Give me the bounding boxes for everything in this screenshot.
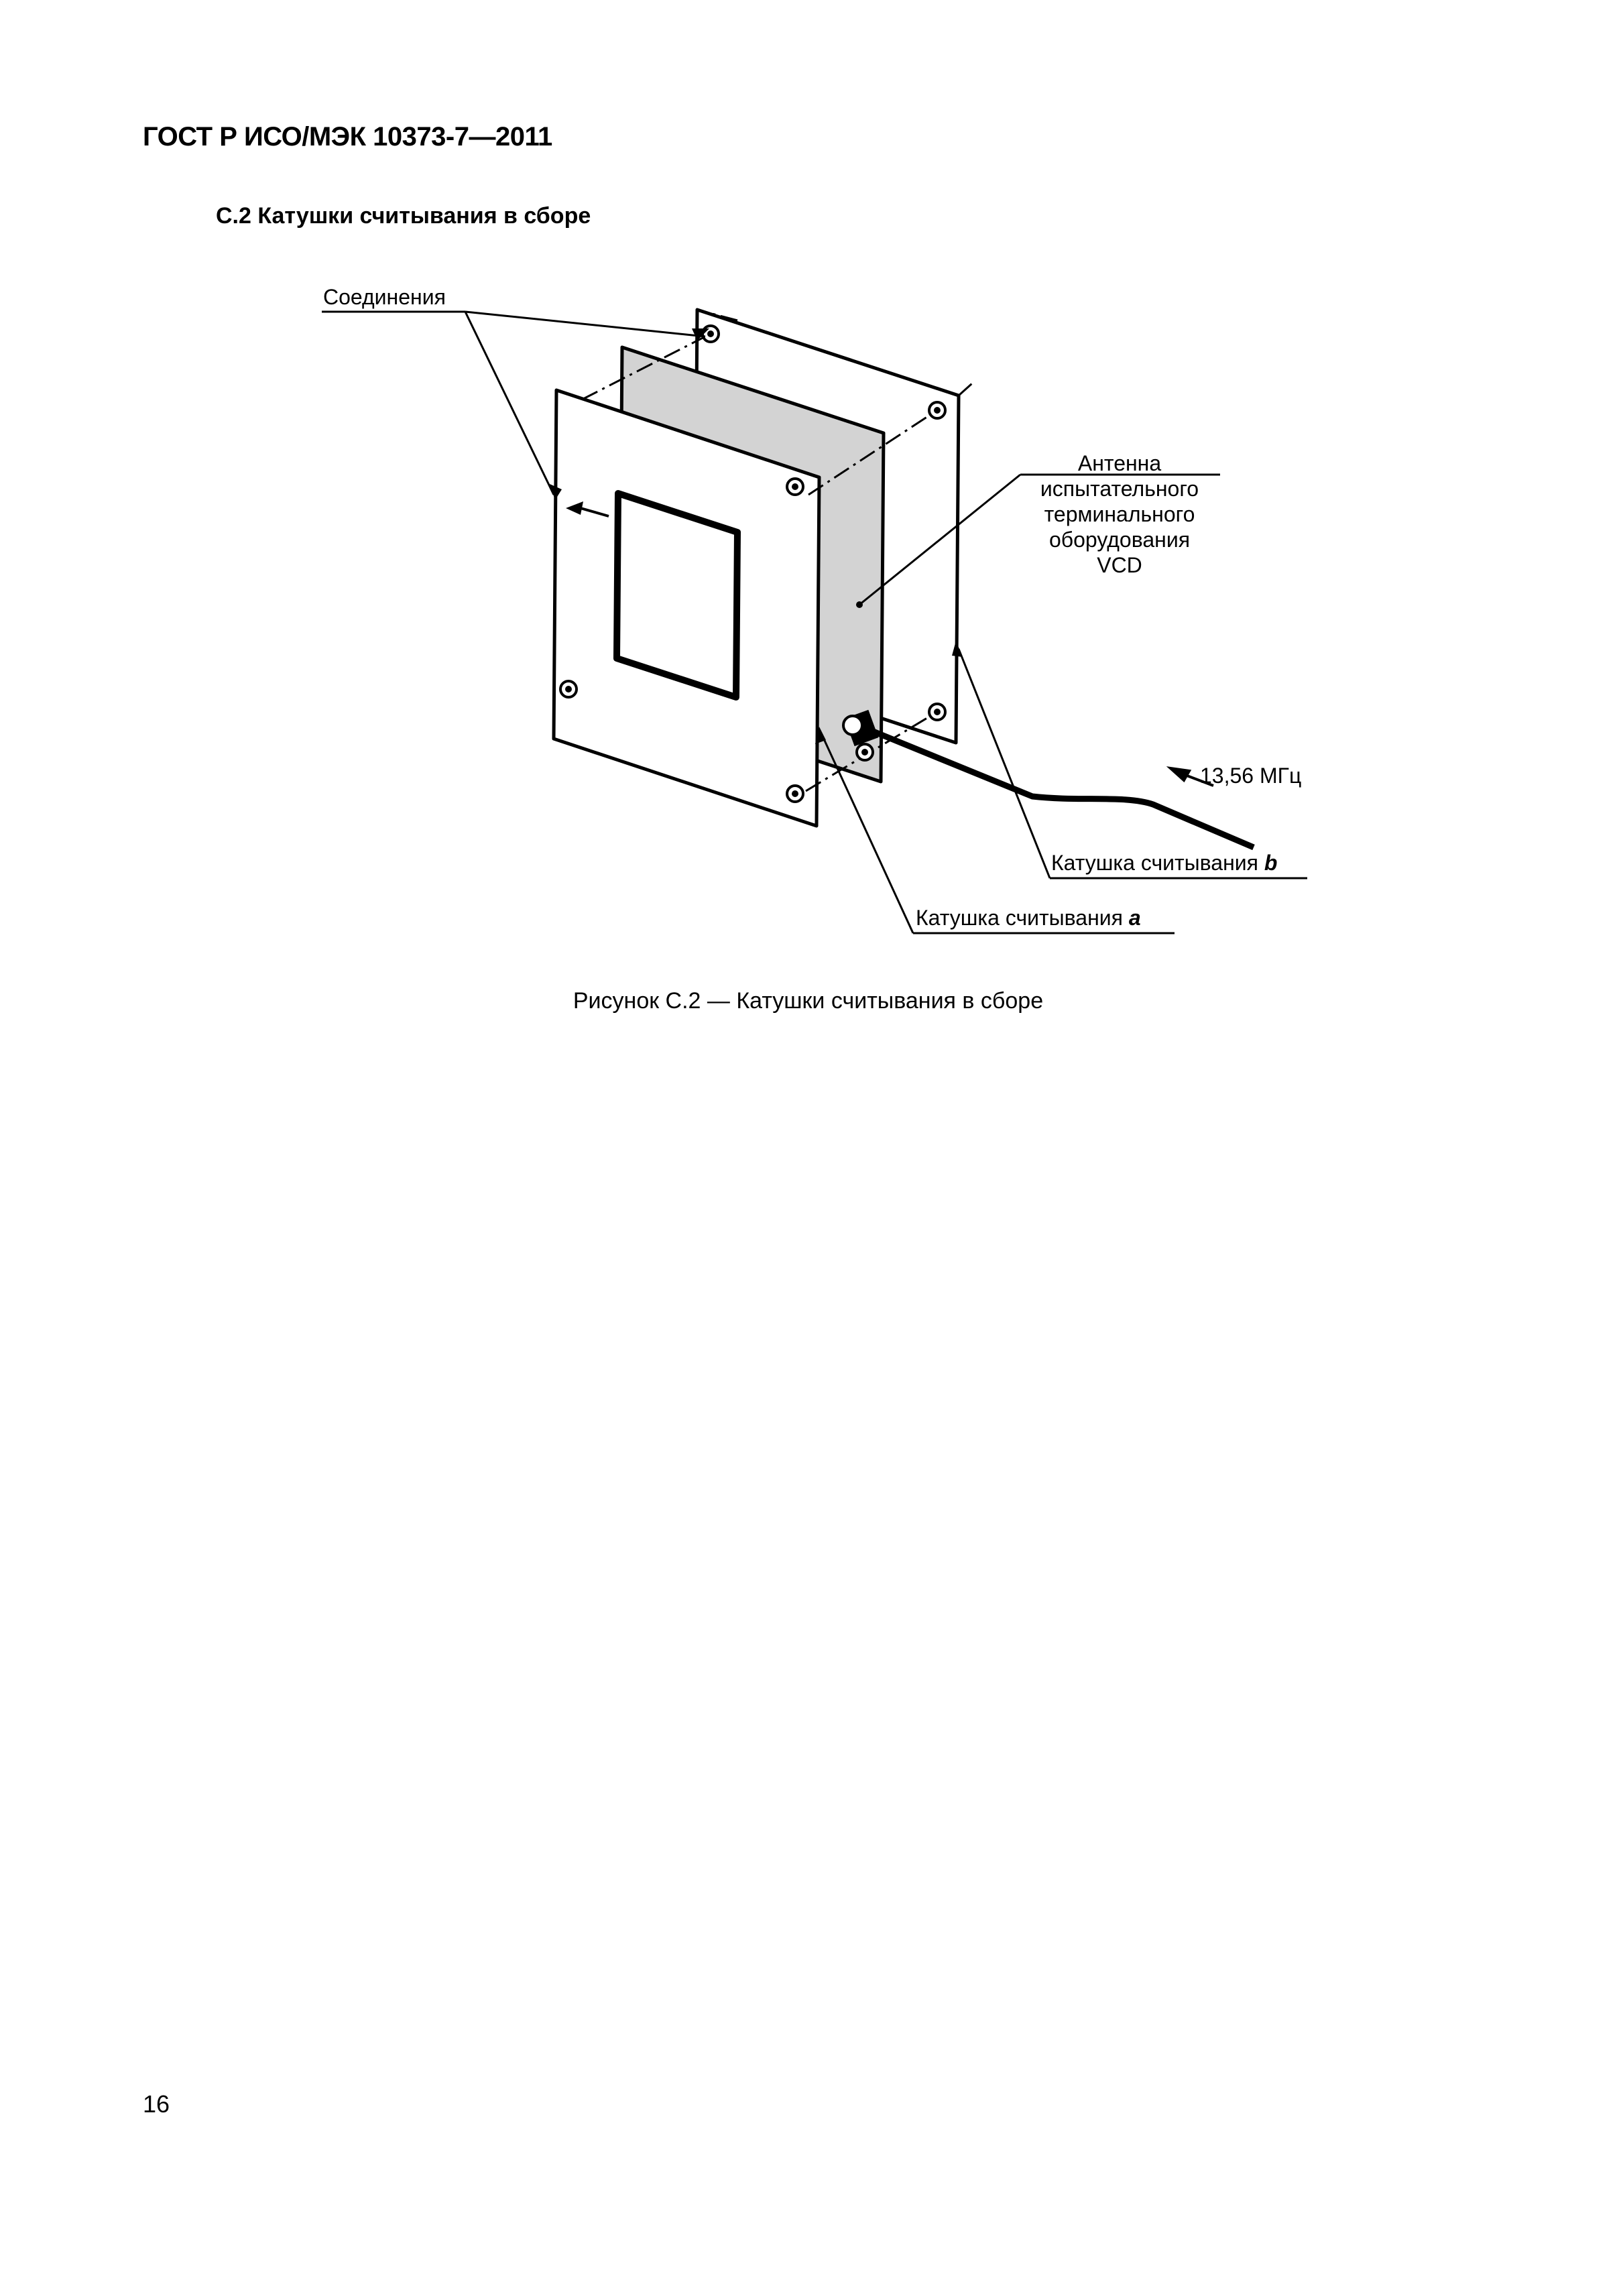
label-antenna: [1019, 450, 1220, 578]
label-antenna-line: испытательного: [1040, 477, 1199, 501]
cable: [871, 731, 1254, 847]
label-coil-a-letter: a: [1128, 906, 1141, 930]
label-antenna-line: VCD: [1097, 553, 1142, 577]
label-antenna-line: оборудования: [1048, 528, 1191, 552]
figure-caption: Рисунок С.2 — Катушки считывания в сборе: [573, 988, 1044, 1014]
label-coil-a: [916, 905, 1141, 930]
label-coil-b-letter: b: [1264, 851, 1278, 875]
section-title: C.2 Катушки считывания в сборе: [216, 203, 591, 229]
page-number: 16: [143, 2090, 170, 2118]
label-antenna-line: терминального: [1044, 502, 1195, 526]
label-antenna-line: Антенна: [1077, 451, 1162, 475]
label-connections: Соединения: [323, 285, 446, 309]
label-coil-b: [1051, 850, 1277, 875]
figure-drawing: [0, 0, 1623, 972]
label-frequency: 13,56 МГц: [1200, 764, 1302, 788]
document-header: ГОСТ Р ИСО/МЭК 10373-7—2011: [143, 122, 552, 152]
figure-reading-coils-assembly: [0, 0, 1623, 972]
label-coil-a-text: Катушка считывания: [916, 906, 1129, 930]
label-coil-b-text: Катушка считывания: [1051, 851, 1264, 875]
